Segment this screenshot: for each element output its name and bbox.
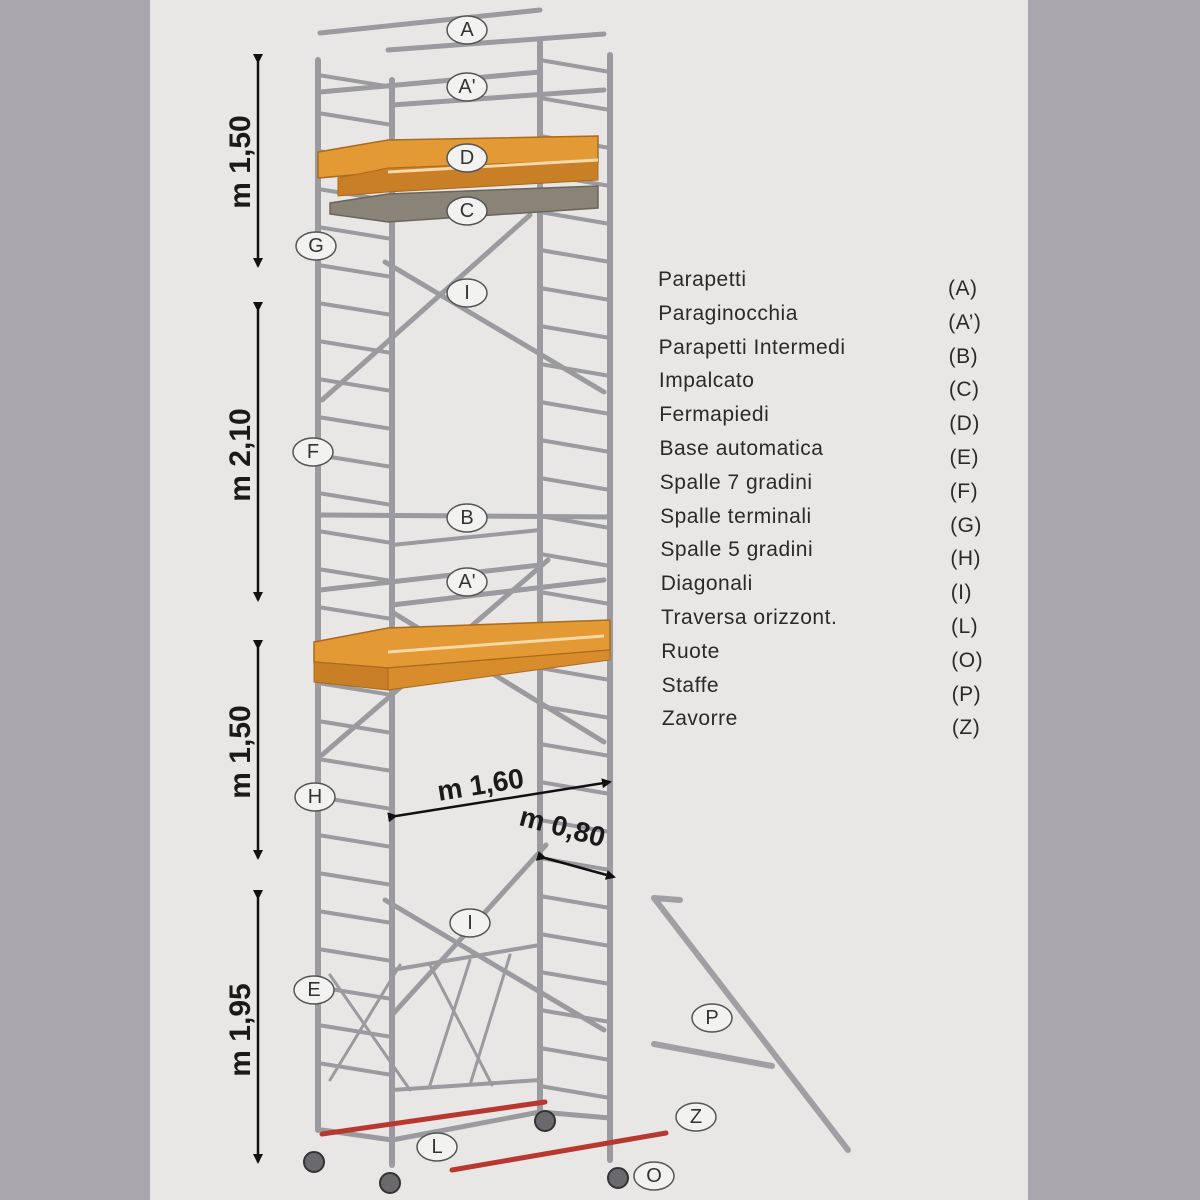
label-e bbox=[294, 976, 334, 1004]
scaffold-tube bbox=[540, 326, 610, 338]
scaffold-tube bbox=[318, 1025, 392, 1037]
svg-text:Z: Z bbox=[689, 1106, 703, 1128]
scaffold-tube bbox=[318, 569, 392, 581]
scaffold-tube bbox=[318, 873, 392, 885]
legend-component-name: Base automatica bbox=[659, 437, 824, 460]
svg-text:D: D bbox=[459, 147, 475, 169]
height-label-upper: m 2,10 bbox=[224, 408, 257, 502]
label-a-prime-mid bbox=[447, 568, 487, 596]
scaffold-tube bbox=[540, 972, 610, 984]
svg-text:A': A' bbox=[458, 76, 476, 98]
label-c bbox=[447, 197, 487, 225]
scaffold-tube bbox=[318, 759, 392, 771]
legend-component-name: Fermapiedi bbox=[659, 403, 770, 427]
scaffold-tube bbox=[318, 265, 392, 277]
legend-component-name: Parapetti bbox=[658, 268, 747, 291]
label-h bbox=[295, 783, 335, 811]
svg-text:A': A' bbox=[458, 571, 476, 593]
label-g bbox=[296, 232, 336, 260]
legend-component-name: Parapetti Intermedi bbox=[658, 335, 846, 359]
legend-component-code: (D) bbox=[949, 412, 980, 436]
height-label-top: m 1,50 bbox=[224, 115, 257, 209]
legend-component-name: Spalle terminali bbox=[660, 504, 812, 528]
scaffold-tube bbox=[540, 98, 610, 110]
height-label-middle: m 1,50 bbox=[224, 705, 257, 799]
scaffold-tube bbox=[318, 493, 392, 505]
legend-component-code: (H) bbox=[950, 547, 982, 571]
scaffold-tube bbox=[540, 1086, 610, 1098]
scaffold-tube bbox=[540, 592, 610, 604]
legend-component-code: (Z) bbox=[951, 716, 981, 740]
wheels bbox=[304, 1111, 628, 1193]
svg-text:C: C bbox=[459, 200, 475, 222]
scaffold-tube bbox=[540, 60, 610, 72]
height-label-bottom: m 1,95 bbox=[224, 983, 257, 1077]
scaffold-tube bbox=[430, 965, 492, 1085]
scaffold-tube bbox=[318, 1063, 392, 1075]
svg-text:E: E bbox=[307, 979, 321, 1001]
scaffold-tube bbox=[320, 10, 540, 33]
scaffold-tube bbox=[392, 1112, 540, 1140]
scaffold-tube bbox=[318, 379, 392, 391]
label-a-prime-top bbox=[447, 73, 487, 101]
label-i-upper bbox=[447, 279, 487, 307]
svg-text:O: O bbox=[646, 1165, 662, 1187]
scaffold-tube bbox=[318, 531, 392, 543]
legend-component-code: (F) bbox=[949, 479, 979, 503]
svg-text:F: F bbox=[306, 441, 320, 463]
scaffold-tube bbox=[540, 1048, 610, 1060]
legend-component-code: (L) bbox=[951, 615, 979, 638]
legend-component-code: (G) bbox=[950, 513, 982, 537]
legend-component-code: (B) bbox=[948, 344, 979, 368]
scaffold-tube bbox=[318, 607, 392, 619]
scaffold-tube bbox=[318, 911, 392, 923]
scaffold-tube bbox=[318, 417, 392, 429]
svg-text:I: I bbox=[467, 912, 473, 934]
label-f bbox=[293, 438, 333, 466]
label-p bbox=[692, 1004, 732, 1032]
label-z bbox=[676, 1103, 716, 1131]
legend-component-code: (E) bbox=[949, 446, 979, 469]
legend-component-code: (O) bbox=[951, 648, 984, 672]
svg-text:I: I bbox=[464, 282, 470, 304]
scaffold-tube bbox=[540, 934, 610, 946]
scaffold-tube bbox=[385, 262, 604, 392]
width-label: m 1,60 bbox=[435, 762, 526, 807]
legend-component-name: Impalcato bbox=[658, 369, 755, 393]
scaffold-tube bbox=[318, 949, 392, 961]
legend-component-name: Zavorre bbox=[661, 707, 738, 731]
label-l bbox=[417, 1133, 457, 1161]
svg-text:L: L bbox=[431, 1136, 443, 1158]
legend-component-code: (C) bbox=[948, 378, 980, 402]
scaffold-tube bbox=[540, 402, 610, 414]
scaffold-tube bbox=[388, 34, 604, 50]
platform-middle bbox=[314, 620, 610, 690]
svg-text:P: P bbox=[705, 1007, 719, 1029]
label-b bbox=[447, 504, 487, 532]
scaffold-tube bbox=[540, 250, 610, 262]
svg-text:G: G bbox=[308, 235, 324, 257]
scaffold-tube bbox=[392, 1080, 540, 1090]
label-a bbox=[447, 16, 487, 44]
svg-text:A: A bbox=[460, 19, 474, 41]
label-o bbox=[634, 1162, 674, 1190]
label-d bbox=[447, 144, 487, 172]
scaffold-tube bbox=[540, 478, 610, 490]
legend-component-name: Spalle 5 gradini bbox=[660, 538, 814, 562]
legend-component-code: (I) bbox=[950, 581, 973, 605]
legend-component-name: Staffe bbox=[661, 673, 720, 697]
depth-label: m 0,80 bbox=[516, 800, 609, 854]
scaffold-tube bbox=[318, 835, 392, 847]
legend-component-code: (A’) bbox=[948, 310, 982, 334]
scaffold-tube bbox=[540, 668, 610, 680]
legend-component-name: Ruote bbox=[661, 639, 720, 663]
svg-text:B: B bbox=[460, 507, 474, 529]
legend-component-code: (A) bbox=[948, 277, 978, 300]
legend-component-name: Traversa orizzont. bbox=[661, 606, 838, 629]
label-i-lower bbox=[450, 909, 490, 937]
svg-text:H: H bbox=[307, 786, 323, 808]
scaffold-tube bbox=[318, 303, 392, 315]
legend-component-code: (P) bbox=[951, 682, 982, 706]
scaffold-tube bbox=[540, 440, 610, 452]
scaffold-tube bbox=[318, 113, 392, 125]
legend-component-name: Diagonali bbox=[660, 572, 753, 596]
scaffold-tube bbox=[320, 565, 540, 590]
scaffold-tube bbox=[470, 955, 510, 1085]
legend-component-name: Paraginocchia bbox=[658, 301, 798, 325]
scaffold-tube bbox=[540, 744, 610, 756]
scaffold-tube bbox=[540, 212, 610, 224]
scaffold-tube bbox=[540, 288, 610, 300]
legend-component-name: Spalle 7 gradini bbox=[659, 470, 813, 494]
scaffold-tube bbox=[540, 896, 610, 908]
